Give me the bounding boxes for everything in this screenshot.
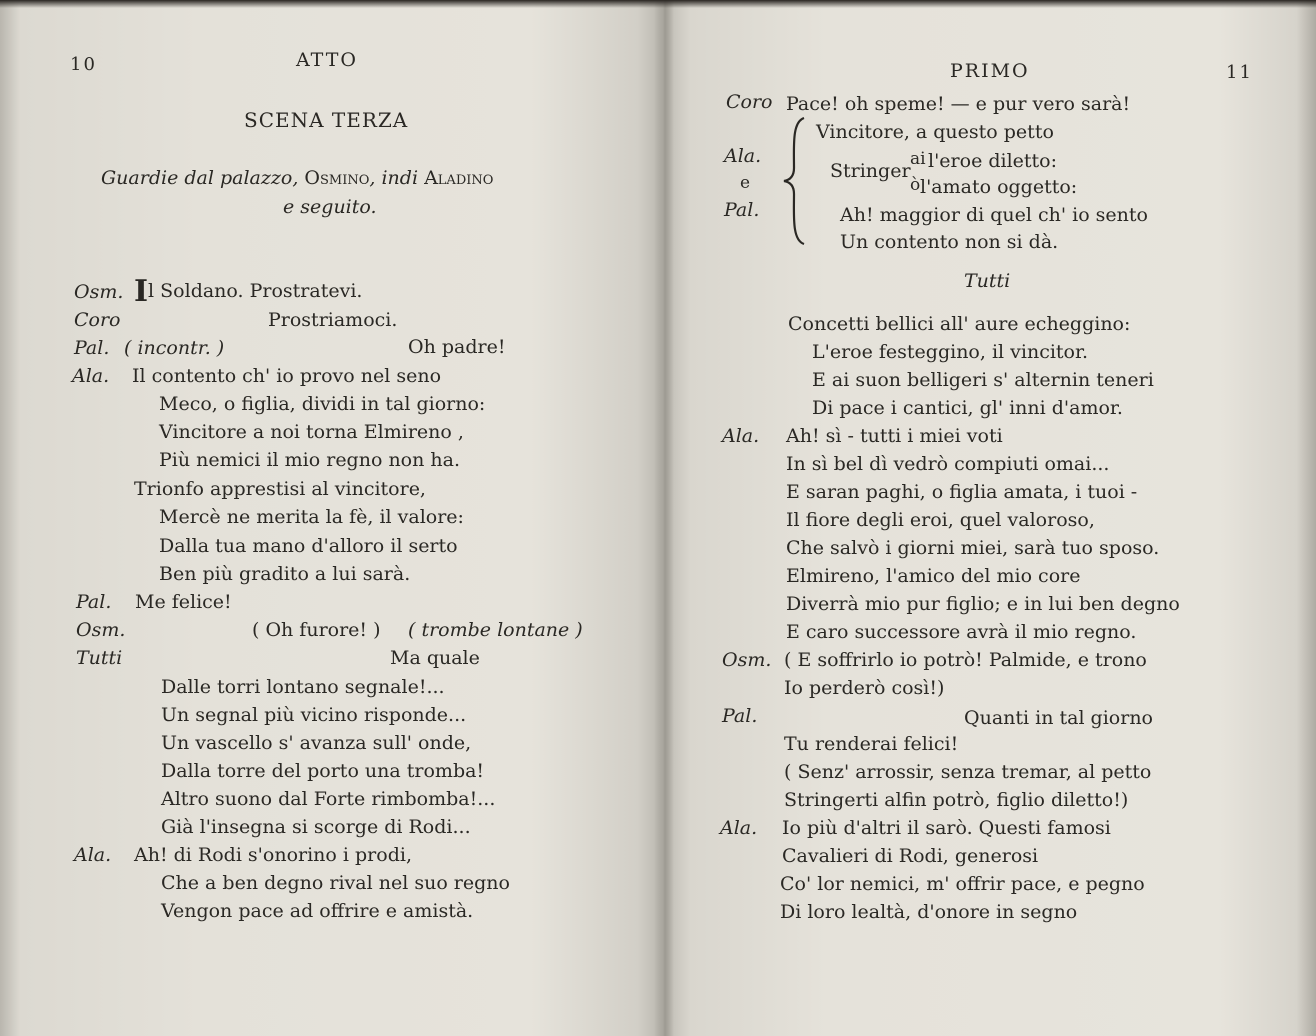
verse-line: L'eroe festeggino, il vincitor.: [812, 341, 1089, 363]
verse-line: Vincitore, a questo petto: [816, 121, 1054, 143]
cast-guards: Guardie dal palazzo: [101, 167, 293, 189]
cast-aladino: Aladino: [424, 167, 494, 189]
speaker-label: Ala.: [722, 425, 760, 447]
verse-line: Pace! oh speme! — e pur vero sarà!: [786, 93, 1131, 115]
left-running-head: ATTO: [296, 49, 358, 71]
verse-line: l'eroe diletto:: [928, 150, 1058, 172]
verse-line: Prostriamoci.: [268, 309, 398, 331]
verse-line: Che salvò i giorni miei, sarà tuo sposo.: [786, 537, 1160, 559]
verse-line: Il fiore degli eroi, quel valoroso,: [786, 509, 1095, 531]
verse-line: Mercè ne merita la fè, il valore:: [159, 506, 464, 528]
scene-title: SCENA TERZA: [244, 108, 409, 132]
verse-line: Vincitore a noi torna Elmireno ,: [159, 421, 464, 443]
verse-line: l'amato oggetto:: [920, 176, 1078, 198]
cast-sep: ,: [369, 167, 382, 189]
speaker-label: Coro: [74, 309, 121, 331]
verse-line: E ai suon belligeri s' alternin teneri: [812, 369, 1154, 391]
speaker-label: Pal.: [724, 199, 760, 221]
verse-line: Co' lor nemici, m' offrir pace, e pegno: [780, 873, 1145, 895]
speaker-conjunction: e: [740, 173, 751, 193]
verse-line: ( E soffrirlo io potrò! Palmide, e trono: [784, 649, 1147, 671]
verse-variant-bottom: ò: [910, 175, 921, 195]
verse-line: E saran paghi, o figlia amata, i tuoi -: [786, 481, 1138, 503]
drop-initial: I: [134, 274, 149, 309]
verse-line: Già l'insegna si scorge di Rodi...: [161, 816, 471, 838]
verse-line: Un vascello s' avanza sull' onde,: [161, 732, 472, 754]
cast-line-2: e seguito.: [283, 196, 377, 218]
duet-brace: [782, 116, 810, 246]
verse-line: Meco, o figlia, dividi in tal giorno:: [159, 393, 486, 415]
verse-line: Ma quale: [390, 647, 480, 669]
verse-line: Ben più gradito a lui sarà.: [159, 563, 411, 585]
verse-line: Concetti bellici all' aure echeggino:: [788, 313, 1131, 335]
verse-line: Ah! sì - tutti i miei voti: [786, 425, 1003, 447]
stage-direction: ( trombe lontane ): [408, 619, 583, 641]
speaker-label: Pal.: [76, 591, 112, 613]
cast-line: [101, 167, 493, 189]
verse-line: [134, 274, 363, 309]
speaker-label: Ala.: [74, 844, 112, 866]
verse-line: Io più d'altri il sarò. Questi famosi: [782, 817, 1111, 839]
right-page-number: 11: [1226, 62, 1253, 83]
verse-line: Diverrà mio pur figlio; e in lui ben degno: [786, 593, 1180, 615]
speaker-label: Tutti: [76, 647, 123, 669]
verse-line: Ah! maggior di quel ch' io sento: [840, 204, 1148, 226]
verse-line: ( Oh furore! ): [252, 619, 381, 641]
verse-line: Vengon pace ad offrire e amistà.: [161, 900, 474, 922]
verse-line: Elmireno, l'amico del mio core: [786, 565, 1081, 587]
book-gutter: [654, 0, 674, 1036]
tutti-heading: Tutti: [964, 270, 1011, 292]
verse-line: Io perderò così!): [784, 677, 945, 699]
verse-line: Il contento ch' io provo nel seno: [132, 365, 442, 387]
verse-line: In sì bel dì vedrò compiuti omai...: [786, 453, 1110, 475]
verse-line: Un contento non si dà.: [840, 231, 1059, 253]
verse-line: Dalla torre del porto una tromba!: [161, 760, 485, 782]
page-top-edge-shadow: [0, 0, 1316, 8]
verse-line: Dalle torri lontano segnale!...: [161, 676, 445, 698]
speaker-label: Osm.: [74, 281, 124, 303]
verse-line-stringer: Stringer: [830, 160, 911, 182]
verse-line: Di loro lealtà, d'onore in segno: [780, 901, 1078, 923]
verse-line: Un segnal più vicino risponde...: [161, 704, 467, 726]
cast-indi: indi: [381, 167, 419, 189]
verse-line: Me felice!: [135, 591, 232, 613]
verse-line: E caro successore avrà il mio regno.: [786, 621, 1137, 643]
verse-line: Tu renderai felici!: [784, 733, 959, 755]
verse-line: Oh padre!: [408, 336, 506, 358]
right-running-head: PRIMO: [950, 60, 1030, 82]
verse-variant-top: ai: [910, 149, 926, 169]
verse-line: Più nemici il mio regno non ha.: [159, 449, 460, 471]
speaker-label: Ala.: [72, 365, 110, 387]
verse-line: Di pace i cantici, gl' inni d'amor.: [812, 397, 1123, 419]
verse-line: ( Senz' arrossir, senza tremar, al petto: [784, 761, 1152, 783]
speaker-label: Ala.: [720, 817, 758, 839]
cast-sep: ,: [292, 167, 305, 189]
verse-text: l Soldano. Prostratevi.: [148, 280, 363, 302]
verse-line: Ah! di Rodi s'onorino i prodi,: [134, 844, 412, 866]
verse-line: Quanti in tal giorno: [964, 707, 1153, 729]
right-page: [664, 0, 1316, 1036]
verse-line: Trionfo apprestisi al vincitore,: [134, 478, 426, 500]
speaker-label: Osm.: [722, 649, 772, 671]
speaker-label: Pal.: [722, 705, 758, 727]
speaker-label: Ala.: [724, 145, 762, 167]
left-page-number: 10: [70, 54, 97, 75]
verse-line: Altro suono dal Forte rimbomba!...: [161, 788, 496, 810]
verse-line: Dalla tua mano d'alloro il serto: [159, 535, 458, 557]
verse-line: Che a ben degno rival nel suo regno: [161, 872, 510, 894]
speaker-label: Coro: [726, 91, 773, 113]
speaker-label: Osm.: [76, 619, 126, 641]
verse-line: Cavalieri di Rodi, generosi: [782, 845, 1039, 867]
stage-direction: ( incontr. ): [124, 337, 225, 359]
cast-osmino: Osmino: [304, 167, 370, 189]
speaker-label: Pal.: [74, 337, 110, 359]
verse-line: Stringerti alfin potrò, figlio diletto!): [784, 789, 1129, 811]
